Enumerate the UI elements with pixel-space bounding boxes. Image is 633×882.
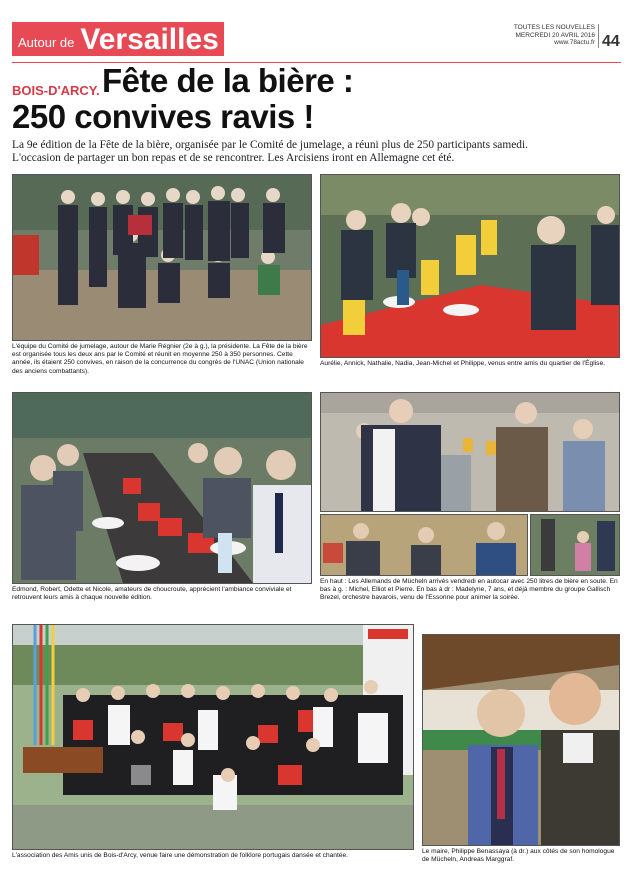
section-prefix: Autour de [18,35,75,50]
caption-committee-group: L'équipe du Comité de jumelage, autour de Marie Régnier (2e à g.), la présidente. La Fête de la bière est organisée tous les deux ans par le Comité et réunit en moyenne 250 à 350 personnes. Cette année, ils étaient 250 convives, en raison de la concurrence du congrès de l'UNAC (Union nationale des anciens combattants). [12,343,308,375]
caption-friends-table: Aurélie, Annick, Nathalie, Nadia, Jean-Michel et Philippe, venus entre amis du quartier de l'Église. [320,360,605,367]
page-number: 44 [602,33,620,50]
caption-german-guests: En haut : Les Allemands de Mücheln arrivés vendredi en autocar avec 250 litres de bière en soute. En bas à g. : Michel, Elliot et Pierre. En bas à dr : Madelyne, 7 ans, et déjà membre du groupe Gallisch Brezel, orchestre bavarois, venu de l'Essonne pour animer la soirée. [320,578,618,602]
photo-friends-table [320,174,620,358]
caption-choucroute-diners: Edmond, Robert, Odette et Nicole, amateurs de choucroute, apprécient l'ambiance conviviale et retrouvent leurs amis à chaque nouvelle édition. [12,586,292,602]
photo-committee-group [12,174,312,341]
caption-mayors: Le maire, Philippe Benassaya (à dr.) aux côtés de son homologue de Mücheln, Andreas Marggraf. [422,848,615,864]
publication-date: MERCREDI 20 AVRIL 2016 [515,31,595,39]
article-title-line2: 250 convives ravis ! [12,98,314,135]
publication-website: www.78actu.fr [554,39,595,46]
article-kicker: BOIS-D'ARCY. [12,83,100,98]
photo-german-guests [320,392,620,512]
section-city: Versailles [80,23,219,56]
section-banner [12,22,224,56]
lead-line-1: La 9e édition de la Fête de la bière, organisée par le Comité de jumelage, a réuni plus de 250 participants samedi. [12,139,528,151]
photo-choucroute-diners [12,392,312,584]
lead-line-2: L'occasion de partager un bon repas et de se rencontrer. Les Arcisiens iront en Allemagne cet été. [12,152,455,164]
header-divider [598,24,599,48]
photo-madelyne [530,514,620,576]
photo-folklore-group [12,624,414,850]
photo-mayors [422,634,620,846]
caption-folklore-group: L'association des Amis unis de Bois-d'Arcy, venue faire une démonstration de folklore portugais dansée et chantée. [12,852,348,859]
publication-info [514,24,595,47]
article-lead [12,139,612,165]
photo-michel-elliot-pierre [320,514,528,576]
article-title-line1: Fête de la bière : [102,62,354,99]
publication-name: TOUTES LES NOUVELLES [513,24,595,31]
